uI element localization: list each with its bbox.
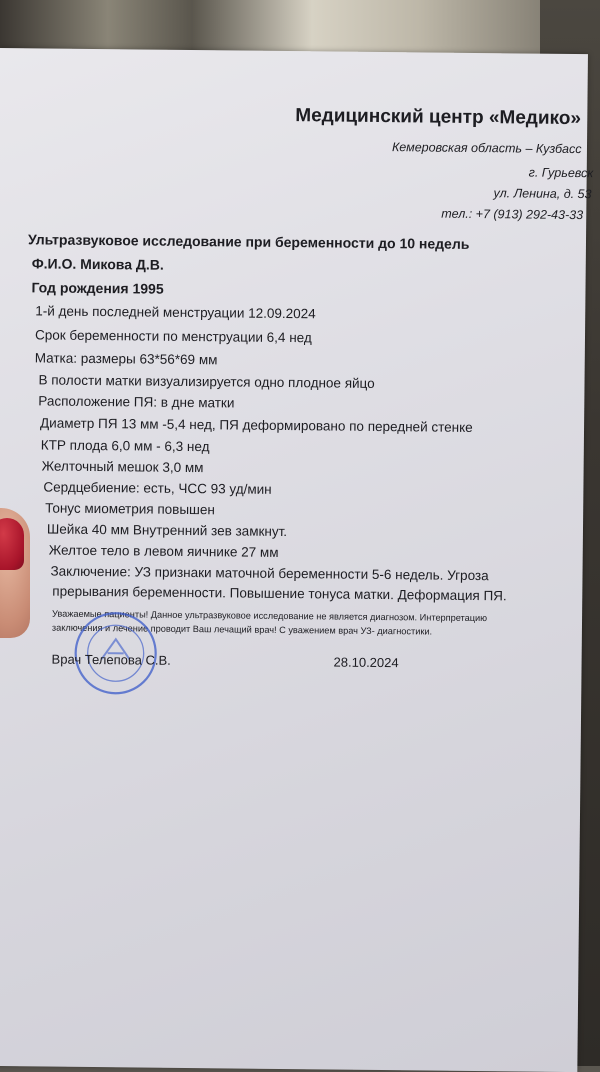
- clinic-phone: тел.: +7 (913) 292-43-33: [441, 206, 584, 223]
- clinic-street: ул. Ленина, д. 53: [493, 186, 592, 202]
- disclaimer-line-2: заключения и лечение проводит Ваш лечащий врач! С уважением врач УЗ- диагностики.: [51, 622, 433, 637]
- clinic-region: Кемеровская область – Кузбасс: [391, 140, 582, 157]
- clinic-name: Медицинский центр «Медико»: [295, 105, 582, 130]
- report-date: 28.10.2024: [333, 654, 399, 671]
- report-row: Диаметр ПЯ 13 мм -5,4 нед, ПЯ деформировано по передней стенке: [39, 415, 473, 435]
- painted-fingernail: [0, 518, 24, 570]
- conclusion-line-2: прерывания беременности. Повышение тонуса матки. Деформация ПЯ.: [52, 583, 507, 604]
- report-row: КТР плода 6,0 мм - 6,3 нед: [40, 437, 210, 455]
- report-row: Тонус миометрия повышен: [45, 500, 215, 518]
- report-row: Желтое тело в левом яичнике 27 мм: [48, 542, 279, 560]
- report-row: 1-й день последней менструации 12.09.2024: [35, 303, 316, 322]
- report-row: Желточный мешок 3,0 мм: [41, 458, 204, 476]
- patient-birth-year: Год рождения 1995: [31, 279, 164, 297]
- report-row: Сердцебиение: есть, ЧСС 93 уд/мин: [43, 479, 272, 497]
- report-row: В полости матки визуализируется одно плодное яйцо: [38, 372, 375, 391]
- patient-name: Ф.И.О. Микова Д.В.: [31, 255, 164, 273]
- conclusion-line-1: Заключение: УЗ признаки маточной беременности 5-6 недель. Угроза: [50, 563, 489, 584]
- doctor-signature: Врач Телепова С.В.: [51, 651, 171, 668]
- report-title: Ультразвуковое исследование при беременности до 10 недель: [27, 231, 470, 252]
- report-row: Срок беременности по менструации 6,4 нед: [34, 327, 312, 346]
- disclaimer-line-1: Уважаемые пациенты! Данное ультразвуковое исследование не является диагнозом. Интерпретацию: [52, 608, 488, 624]
- ultrasound-report-sheet: [0, 48, 594, 1072]
- report-row: Расположение ПЯ: в дне матки: [38, 393, 235, 411]
- report-row: Шейка 40 мм Внутренний зев замкнут.: [46, 521, 288, 540]
- report-row: Матка: размеры 63*56*69 мм: [34, 350, 218, 368]
- clinic-city: г. Гурьевск: [528, 165, 594, 181]
